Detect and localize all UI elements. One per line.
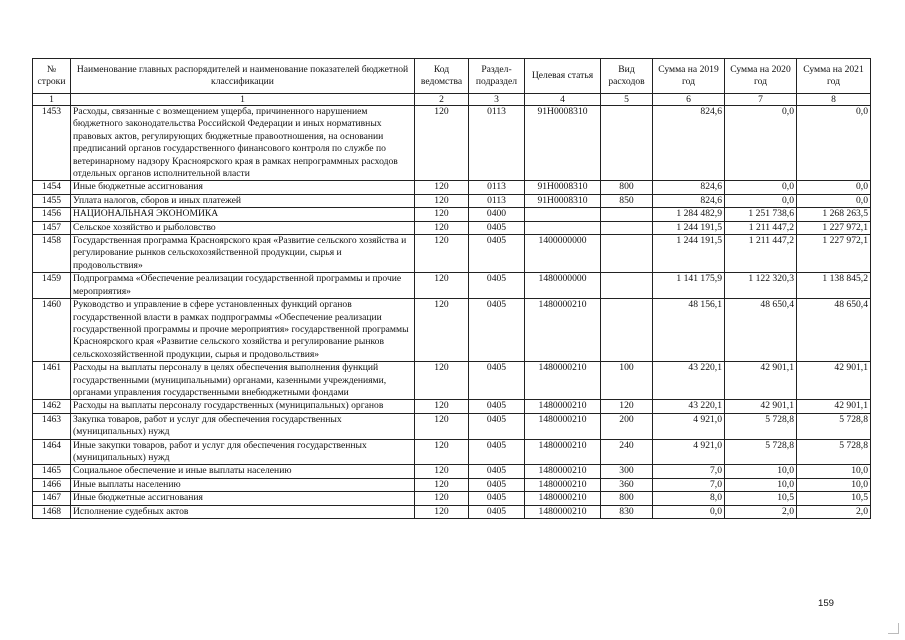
page-number: 159 — [818, 598, 835, 609]
column-number: 1 — [71, 94, 415, 106]
header-row — [33, 59, 871, 94]
table-row — [33, 208, 871, 221]
row-section: 0405 — [469, 235, 525, 273]
row-sum-2021: 0,0 — [797, 106, 871, 181]
table-row — [33, 106, 871, 181]
row-sum-2019: 48 156,1 — [653, 299, 725, 362]
table-row — [33, 362, 871, 400]
row-target-item: 91Н0008310 — [525, 194, 601, 207]
row-sum-2020: 42 901,1 — [725, 362, 797, 400]
header-sum-2019: Сумма на 2019 год — [653, 59, 725, 94]
row-number: 1467 — [33, 492, 71, 505]
row-expense-kind: 800 — [601, 492, 653, 505]
row-sum-2021: 48 650,4 — [797, 299, 871, 362]
row-number: 1460 — [33, 299, 71, 362]
row-section: 0113 — [469, 194, 525, 207]
row-name: Уплата налогов, сборов и иных платежей — [71, 194, 415, 207]
row-target-item: 1480000210 — [525, 413, 601, 439]
column-number: 1 — [33, 94, 71, 106]
row-sum-2020: 1 211 447,2 — [725, 235, 797, 273]
header-expense-kind: Вид расходов — [601, 59, 653, 94]
row-sum-2019: 1 244 191,5 — [653, 221, 725, 234]
row-sum-2019: 824,6 — [653, 106, 725, 181]
table-row — [33, 235, 871, 273]
column-number: 7 — [725, 94, 797, 106]
row-section: 0400 — [469, 208, 525, 221]
header-section: Раздел-подраздел — [469, 59, 525, 94]
row-target-item: 1480000210 — [525, 492, 601, 505]
row-section: 0405 — [469, 465, 525, 478]
row-expense-kind — [601, 208, 653, 221]
row-sum-2020: 5 728,8 — [725, 413, 797, 439]
row-name: Расходы на выплаты персоналу в целях обеспечения выполнения функций государственными (муниципальными) органами, казенными учреждениями, органами управления государственными внебюджетными фондами — [71, 362, 415, 400]
row-section: 0405 — [469, 273, 525, 299]
row-number: 1456 — [33, 208, 71, 221]
row-name: Иные выплаты населению — [71, 478, 415, 491]
row-sum-2021: 1 227 972,1 — [797, 221, 871, 234]
row-name: Расходы, связанные с возмещением ущерба, причиненного нарушением бюджетного законодательства Российской Федерации и иных нормативных правовых актов, регулирующих бюджетные правоотношения, на основании предписаний органов государственного финансового контроля по службе по ветеринарному надзору Красноярского края в рамках непрограммных расходов отдельных органов исполнительной власти — [71, 106, 415, 181]
row-sum-2019: 7,0 — [653, 478, 725, 491]
table-row — [33, 221, 871, 234]
row-target-item: 1480000210 — [525, 400, 601, 413]
row-number: 1458 — [33, 235, 71, 273]
row-target-item: 1480000210 — [525, 465, 601, 478]
table-row — [33, 505, 871, 518]
table-row — [33, 299, 871, 362]
row-expense-kind — [601, 273, 653, 299]
row-department-code: 120 — [415, 505, 469, 518]
row-section: 0405 — [469, 492, 525, 505]
row-sum-2019: 4 921,0 — [653, 413, 725, 439]
row-section: 0405 — [469, 400, 525, 413]
row-expense-kind: 240 — [601, 439, 653, 465]
row-expense-kind — [601, 221, 653, 234]
row-target-item: 1480000000 — [525, 273, 601, 299]
table-row — [33, 413, 871, 439]
header-sum-2021: Сумма на 2021 год — [797, 59, 871, 94]
row-sum-2020: 1 122 320,3 — [725, 273, 797, 299]
table-row — [33, 492, 871, 505]
header-name: Наименование главных распорядителей и наименование показателей бюджетной классификации — [71, 59, 415, 94]
row-section: 0405 — [469, 362, 525, 400]
row-expense-kind: 830 — [601, 505, 653, 518]
row-name: Сельское хозяйство и рыболовство — [71, 221, 415, 234]
row-expense-kind: 120 — [601, 400, 653, 413]
header-sum-2020: Сумма на 2020 год — [725, 59, 797, 94]
row-name: Социальное обеспечение и иные выплаты населению — [71, 465, 415, 478]
row-department-code: 120 — [415, 299, 469, 362]
row-expense-kind: 100 — [601, 362, 653, 400]
row-target-item: 1480000210 — [525, 362, 601, 400]
row-expense-kind: 300 — [601, 465, 653, 478]
row-number: 1455 — [33, 194, 71, 207]
row-section: 0405 — [469, 505, 525, 518]
table-row — [33, 465, 871, 478]
row-name: Иные бюджетные ассигнования — [71, 181, 415, 194]
row-section: 0405 — [469, 413, 525, 439]
budget-table — [32, 58, 871, 519]
row-sum-2021: 10,0 — [797, 465, 871, 478]
row-number: 1468 — [33, 505, 71, 518]
column-number-row — [33, 94, 871, 106]
row-name: Исполнение судебных актов — [71, 505, 415, 518]
column-number: 2 — [415, 94, 469, 106]
column-number: 5 — [601, 94, 653, 106]
row-sum-2020: 1 251 738,6 — [725, 208, 797, 221]
row-expense-kind — [601, 106, 653, 181]
row-target-item — [525, 221, 601, 234]
row-sum-2019: 1 141 175,9 — [653, 273, 725, 299]
row-sum-2021: 42 901,1 — [797, 400, 871, 413]
row-target-item: 1400000000 — [525, 235, 601, 273]
row-sum-2021: 0,0 — [797, 181, 871, 194]
row-sum-2019: 824,6 — [653, 194, 725, 207]
table-row — [33, 400, 871, 413]
row-expense-kind — [601, 235, 653, 273]
row-sum-2019: 0,0 — [653, 505, 725, 518]
row-expense-kind: 850 — [601, 194, 653, 207]
row-number: 1462 — [33, 400, 71, 413]
row-sum-2020: 0,0 — [725, 194, 797, 207]
row-number: 1459 — [33, 273, 71, 299]
table-row — [33, 194, 871, 207]
row-sum-2020: 2,0 — [725, 505, 797, 518]
row-department-code: 120 — [415, 478, 469, 491]
table-row — [33, 273, 871, 299]
row-sum-2021: 1 138 845,2 — [797, 273, 871, 299]
row-department-code: 120 — [415, 362, 469, 400]
row-department-code: 120 — [415, 235, 469, 273]
row-number: 1465 — [33, 465, 71, 478]
row-name: Расходы на выплаты персоналу государственных (муниципальных) органов — [71, 400, 415, 413]
row-sum-2021: 42 901,1 — [797, 362, 871, 400]
row-sum-2020: 42 901,1 — [725, 400, 797, 413]
row-number: 1454 — [33, 181, 71, 194]
row-sum-2019: 43 220,1 — [653, 400, 725, 413]
row-sum-2021: 5 728,8 — [797, 413, 871, 439]
row-sum-2021: 1 268 263,5 — [797, 208, 871, 221]
row-name: НАЦИОНАЛЬНАЯ ЭКОНОМИКА — [71, 208, 415, 221]
row-name: Иные закупки товаров, работ и услуг для обеспечения государственных (муниципальных) нужд — [71, 439, 415, 465]
row-number: 1453 — [33, 106, 71, 181]
row-department-code: 120 — [415, 400, 469, 413]
row-department-code: 120 — [415, 273, 469, 299]
header-department-code: Код ведомства — [415, 59, 469, 94]
row-target-item: 91Н0008310 — [525, 181, 601, 194]
column-number: 3 — [469, 94, 525, 106]
row-department-code: 120 — [415, 439, 469, 465]
row-number: 1461 — [33, 362, 71, 400]
row-department-code: 120 — [415, 492, 469, 505]
row-sum-2021: 10,0 — [797, 478, 871, 491]
row-expense-kind: 360 — [601, 478, 653, 491]
row-sum-2019: 7,0 — [653, 465, 725, 478]
row-sum-2020: 1 211 447,2 — [725, 221, 797, 234]
row-sum-2021: 10,5 — [797, 492, 871, 505]
column-number: 6 — [653, 94, 725, 106]
row-department-code: 120 — [415, 208, 469, 221]
row-sum-2020: 10,5 — [725, 492, 797, 505]
row-department-code: 120 — [415, 221, 469, 234]
table-row — [33, 181, 871, 194]
column-number: 4 — [525, 94, 601, 106]
row-sum-2020: 0,0 — [725, 181, 797, 194]
header-row-number: № строки — [33, 59, 71, 94]
row-target-item: 1480000210 — [525, 439, 601, 465]
row-section: 0405 — [469, 478, 525, 491]
row-target-item: 1480000210 — [525, 299, 601, 362]
row-department-code: 120 — [415, 181, 469, 194]
row-sum-2020: 5 728,8 — [725, 439, 797, 465]
row-name: Иные бюджетные ассигнования — [71, 492, 415, 505]
row-number: 1466 — [33, 478, 71, 491]
row-section: 0405 — [469, 439, 525, 465]
row-expense-kind — [601, 299, 653, 362]
row-sum-2021: 5 728,8 — [797, 439, 871, 465]
row-expense-kind: 800 — [601, 181, 653, 194]
row-name: Государственная программа Красноярского края «Развитие сельского хозяйства и регулирование рынков сельскохозяйственной продукции, сырья и продовольствия» — [71, 235, 415, 273]
row-target-item: 1480000210 — [525, 478, 601, 491]
row-section: 0405 — [469, 299, 525, 362]
row-target-item: 1480000210 — [525, 505, 601, 518]
row-name: Подпрограмма «Обеспечение реализации государственной программы и прочие мероприятия» — [71, 273, 415, 299]
row-sum-2020: 10,0 — [725, 465, 797, 478]
table-body — [33, 106, 871, 519]
row-sum-2020: 0,0 — [725, 106, 797, 181]
table-row — [33, 478, 871, 491]
row-sum-2021: 2,0 — [797, 505, 871, 518]
row-department-code: 120 — [415, 106, 469, 181]
row-number: 1463 — [33, 413, 71, 439]
row-sum-2019: 4 921,0 — [653, 439, 725, 465]
row-number: 1457 — [33, 221, 71, 234]
row-sum-2019: 824,6 — [653, 181, 725, 194]
row-number: 1464 — [33, 439, 71, 465]
row-sum-2019: 43 220,1 — [653, 362, 725, 400]
row-sum-2019: 1 244 191,5 — [653, 235, 725, 273]
row-sum-2020: 48 650,4 — [725, 299, 797, 362]
row-target-item: 91Н0008310 — [525, 106, 601, 181]
row-section: 0405 — [469, 221, 525, 234]
table-row — [33, 439, 871, 465]
page-corner-mark — [888, 623, 899, 634]
row-expense-kind: 200 — [601, 413, 653, 439]
row-name: Закупка товаров, работ и услуг для обеспечения государственных (муниципальных) нужд — [71, 413, 415, 439]
row-department-code: 120 — [415, 194, 469, 207]
row-sum-2021: 1 227 972,1 — [797, 235, 871, 273]
row-department-code: 120 — [415, 465, 469, 478]
header-target-item: Целевая статья — [525, 59, 601, 94]
row-section: 0113 — [469, 106, 525, 181]
column-number: 8 — [797, 94, 871, 106]
row-department-code: 120 — [415, 413, 469, 439]
row-name: Руководство и управление в сфере установленных функций органов государственной власти в рамках подпрограммы «Обеспечение реализации государственной программы и прочие мероприятия» государственной программы Красноярского края «Развитие сельского хозяйства и регулирование рынков сельскохозяйственной продукции, сырья и продовольствия» — [71, 299, 415, 362]
row-sum-2021: 0,0 — [797, 194, 871, 207]
row-target-item — [525, 208, 601, 221]
row-sum-2019: 8,0 — [653, 492, 725, 505]
row-section: 0113 — [469, 181, 525, 194]
row-sum-2020: 10,0 — [725, 478, 797, 491]
row-sum-2019: 1 284 482,9 — [653, 208, 725, 221]
